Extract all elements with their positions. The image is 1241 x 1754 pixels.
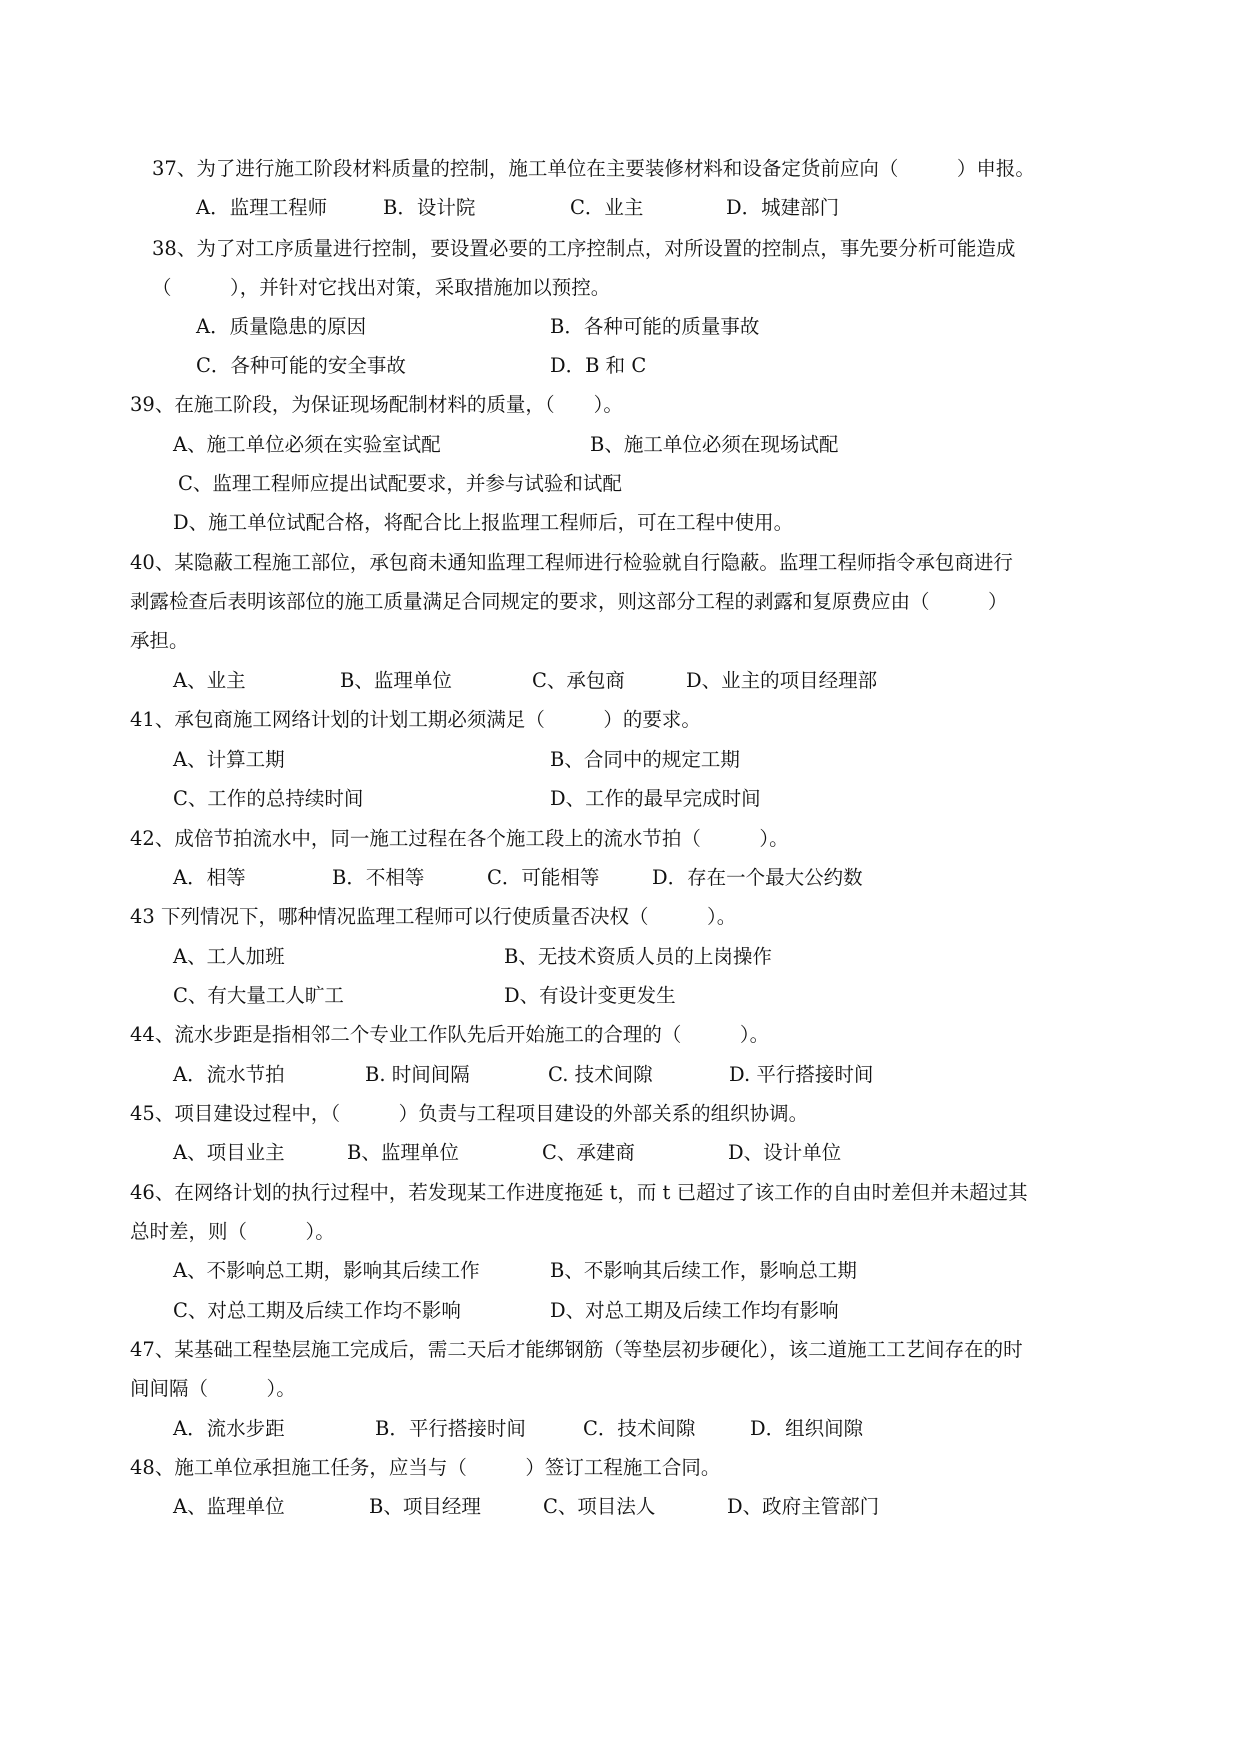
- answer-option: A、不影响总工期，影响其后续工作: [173, 1259, 480, 1282]
- answer-option: A、工人加班: [173, 945, 285, 968]
- answer-option: A．流水节拍: [173, 1063, 285, 1086]
- question-text: 剥露检查后表明该部位的施工质量满足合同规定的要求，则这部分工程的剥露和复原费应由（ ）: [130, 590, 1008, 613]
- question-text: 39、在施工阶段，为保证现场配制材料的质量，（ ）。: [130, 393, 623, 416]
- answer-option: B、监理单位: [340, 669, 452, 692]
- answer-option: A．监理工程师: [196, 196, 328, 219]
- question-text: （ ），并针对它找出对策，采取措施加以预控。: [152, 276, 611, 299]
- answer-option: D．B 和 C: [550, 354, 647, 377]
- answer-option: C、工作的总持续时间: [173, 787, 364, 810]
- answer-option: C、承包商: [532, 669, 625, 692]
- answer-option: C. 技术间隙: [548, 1063, 653, 1086]
- answer-option: D、有设计变更发生: [504, 984, 676, 1007]
- question-text: 承担。: [130, 629, 189, 652]
- answer-option: A、业主: [173, 669, 246, 692]
- answer-option: A、计算工期: [173, 748, 285, 771]
- question-text: 总时差，则（ ）。: [130, 1220, 335, 1243]
- answer-option: A．流水步距: [173, 1417, 285, 1440]
- answer-option: B、不影响其后续工作，影响总工期: [550, 1259, 857, 1282]
- answer-option: B．各种可能的质量事故: [550, 315, 760, 338]
- answer-option: B．设计院: [383, 196, 476, 219]
- answer-option: C．可能相等: [487, 866, 600, 889]
- answer-option: D、业主的项目经理部: [686, 669, 878, 692]
- answer-option: C．业主: [570, 196, 644, 219]
- question-text: 38、为了对工序质量进行控制，要设置必要的工序控制点，对所设置的控制点，事先要分析可能造成: [152, 237, 1016, 260]
- answer-option: B、无技术资质人员的上岗操作: [504, 945, 772, 968]
- answer-option: D．城建部门: [726, 196, 840, 219]
- question-text: 46、在网络计划的执行过程中，若发现某工作进度拖延 t，而 t 已超过了该工作的自由时差但并未超过其: [130, 1181, 1028, 1204]
- answer-option: D、设计单位: [728, 1141, 842, 1164]
- answer-option: B. 时间间隔: [365, 1063, 470, 1086]
- question-text: 48、施工单位承担施工任务，应当与（ ）签订工程施工合同。: [130, 1456, 721, 1479]
- answer-option: B、项目经理: [369, 1495, 481, 1518]
- answer-option: D．组织间隙: [750, 1417, 864, 1440]
- answer-option: C、监理工程师应提出试配要求，并参与试验和试配: [178, 472, 622, 495]
- question-text: 42、成倍节拍流水中，同一施工过程在各个施工段上的流水节拍（ ）。: [130, 827, 789, 850]
- question-text: 45、项目建设过程中，（ ）负责与工程项目建设的外部关系的组织协调。: [130, 1102, 809, 1125]
- question-text: 间间隔（ ）。: [130, 1377, 296, 1400]
- answer-option: C．技术间隙: [583, 1417, 696, 1440]
- answer-option: D. 平行搭接时间: [729, 1063, 874, 1086]
- answer-option: A、监理单位: [173, 1495, 285, 1518]
- answer-option: D、政府主管部门: [727, 1495, 880, 1518]
- question-text: 41、承包商施工网络计划的计划工期必须满足（ ）的要求。: [130, 708, 701, 731]
- question-text: 37、为了进行施工阶段材料质量的控制，施工单位在主要装修材料和设备定货前应向（ ）申报。: [152, 157, 1035, 180]
- answer-option: D、施工单位试配合格，将配合比上报监理工程师后，可在工程中使用。: [173, 511, 794, 534]
- answer-option: C、项目法人: [543, 1495, 656, 1518]
- answer-option: C、对总工期及后续工作均不影响: [173, 1299, 461, 1322]
- question-text: 44、流水步距是指相邻二个专业工作队先后开始施工的合理的（ ）。: [130, 1023, 770, 1046]
- question-text: 43 下列情况下，哪种情况监理工程师可以行使质量否决权（ ）。: [130, 905, 737, 928]
- question-text: 40、某隐蔽工程施工部位，承包商未通知监理工程师进行检验就自行隐蔽。监理工程师指令承包商进行: [130, 551, 1013, 574]
- answer-option: B、合同中的规定工期: [550, 748, 740, 771]
- answer-option: A、施工单位必须在实验室试配: [173, 433, 441, 456]
- answer-option: B、监理单位: [347, 1141, 459, 1164]
- answer-option: A、项目业主: [173, 1141, 285, 1164]
- answer-option: B．不相等: [332, 866, 425, 889]
- answer-option: C．各种可能的安全事故: [196, 354, 406, 377]
- answer-option: B．平行搭接时间: [375, 1417, 526, 1440]
- answer-option: B、施工单位必须在现场试配: [590, 433, 839, 456]
- answer-option: D．存在一个最大公约数: [652, 866, 863, 889]
- answer-option: A．相等: [173, 866, 246, 889]
- answer-option: D、工作的最早完成时间: [550, 787, 761, 810]
- answer-option: C、承建商: [542, 1141, 635, 1164]
- answer-option: A．质量隐患的原因: [196, 315, 367, 338]
- answer-option: C、有大量工人旷工: [173, 984, 344, 1007]
- answer-option: D、对总工期及后续工作均有影响: [550, 1299, 839, 1322]
- question-text: 47、某基础工程垫层施工完成后，需二天后才能绑钢筋（等垫层初步硬化），该二道施工工艺间存在的时: [130, 1338, 1023, 1361]
